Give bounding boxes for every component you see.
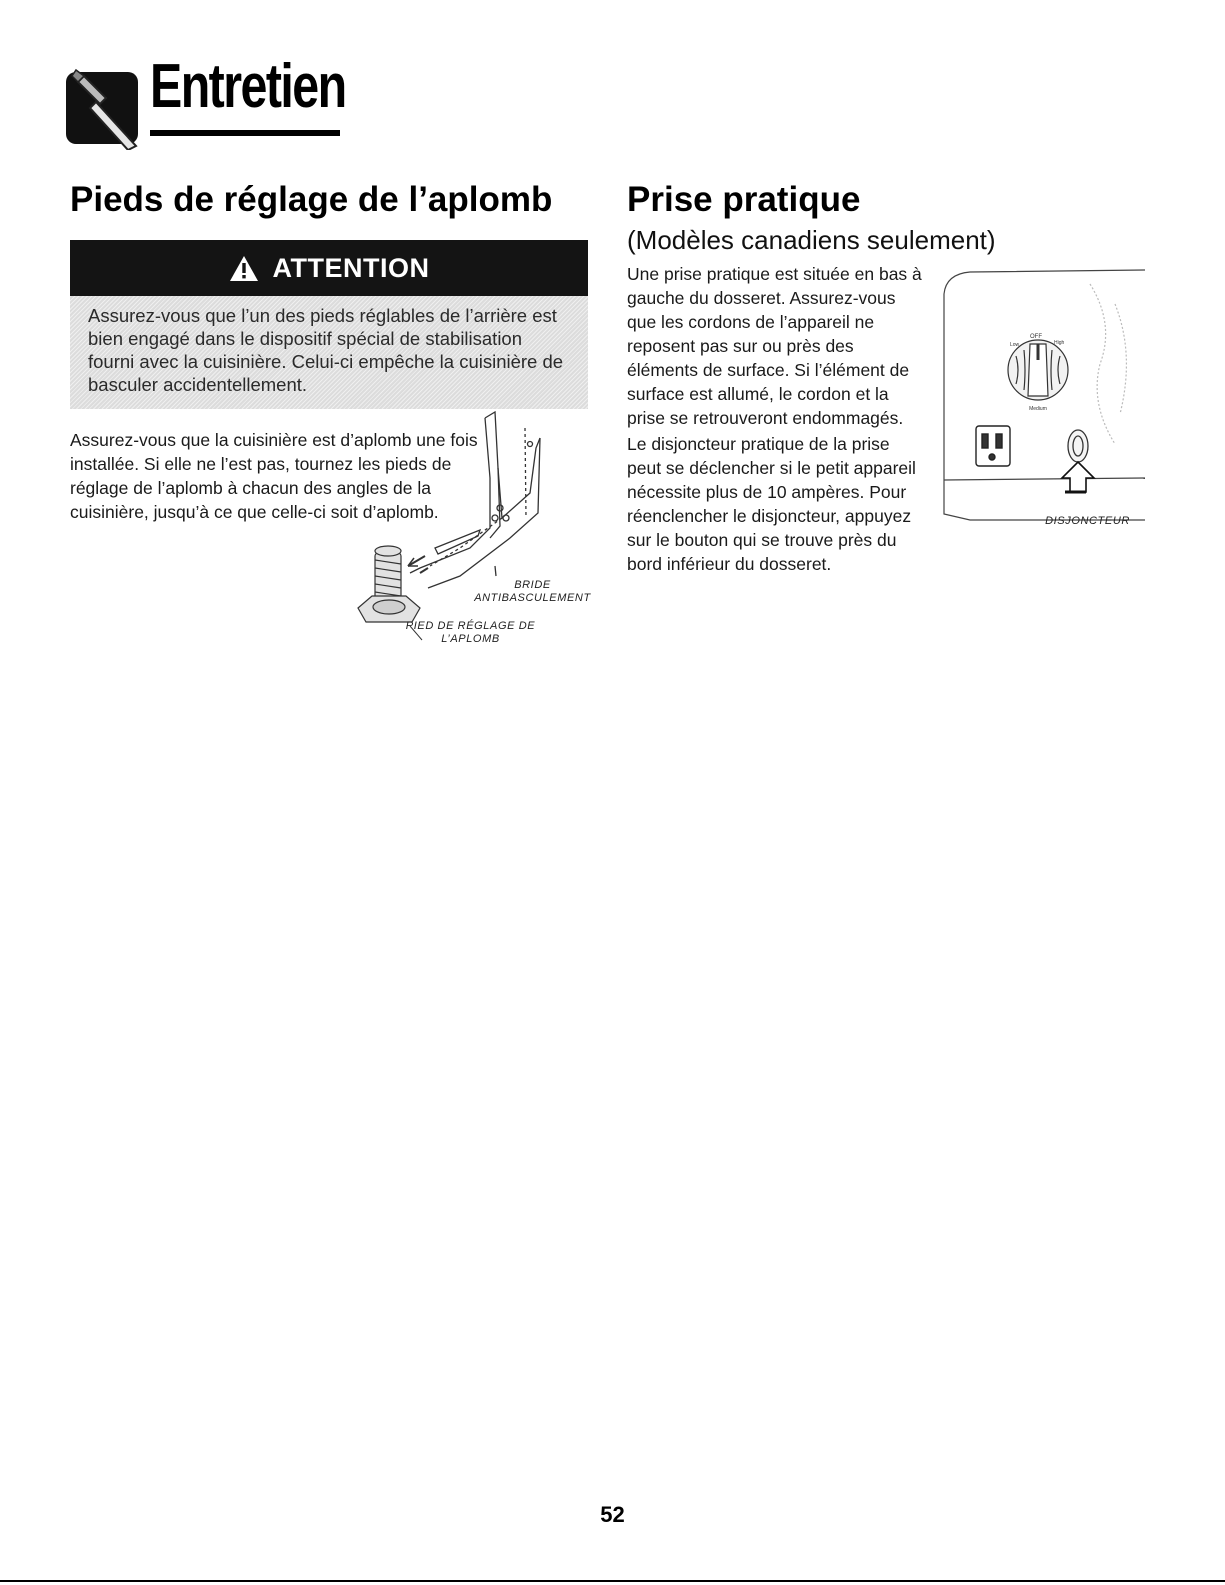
knob-label-medium: Medium: [1029, 406, 1047, 412]
section-heading-outlet: Prise pratique: [627, 180, 861, 219]
knob-label-off: OFF: [1030, 334, 1042, 340]
bottom-rule: [0, 1580, 1225, 1582]
attention-banner: [70, 240, 588, 296]
page-number: 52: [600, 1502, 625, 1527]
knob-label-high: High: [1054, 340, 1065, 346]
outlet-paragraph-1: Une prise pratique est située en bas à gauche du dosseret. Assurez-vous que les cordons de l’appareil ne reposent pas sur ou près des éléments de surface. Si l’élément de surface est allumé, le cordon et la prise se retrouveront endommagés.: [627, 264, 922, 428]
section-heading-leveling: Pieds de réglage de l’aplomb: [70, 180, 553, 219]
attention-label: ATTENTION: [272, 252, 430, 283]
caption-circuit-breaker: DISJONCTEUR: [1045, 515, 1130, 527]
outlet-paragraph-2: Le disjoncteur pratique de la prise peut se déclencher si le petit appareil nécessite plus de 10 ampères. Pour réenclencher le disjoncteur, appuyez sur le bouton qui se trouve près du bord inférieur du dosseret.: [627, 434, 916, 574]
page-title: Entretien: [150, 52, 346, 121]
warning-triangle-icon: [229, 255, 259, 282]
attention-text: Assurez-vous que l’un des pieds réglables de l’arrière est bien engagé dans le dispositif spécial de stabilisation fourni avec la cuisinière. Celui-ci empêche la cuisinière de basculer accidentellement.: [70, 296, 588, 409]
title-underline: [150, 130, 340, 136]
screwdriver-icon: [66, 66, 144, 150]
caption-anti-tip-bracket: BRIDE ANTIBASCULEMENT: [474, 579, 591, 604]
knob-label-low: Low: [1010, 342, 1020, 348]
caption-leveling-foot: PIED DE RÉGLAGE DE L’APLOMB: [405, 620, 536, 645]
backguard-outlet-illustration: [940, 264, 1145, 534]
leveling-paragraph: Assurez-vous que la cuisinière est d’aplomb une fois installée. Si elle ne l’est pas, tournez les pieds de réglage de l’aplomb à chacun des angles de la cuisinière, jusqu’à ce que celle-ci soit d’aplomb.: [70, 430, 478, 522]
section-subheading-outlet: (Modèles canadiens seulement): [627, 225, 996, 255]
